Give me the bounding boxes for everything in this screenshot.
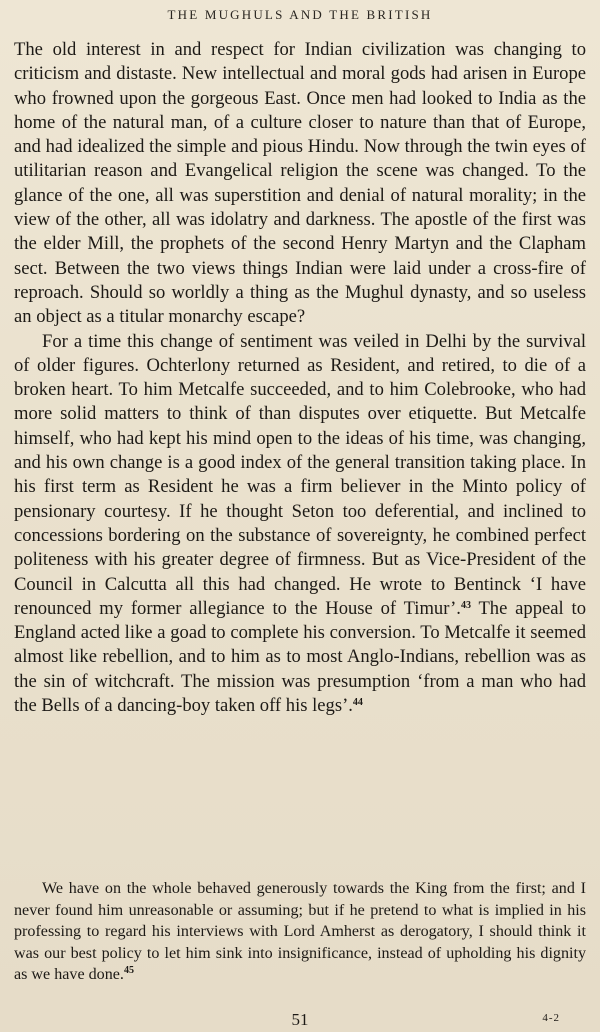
- main-text: [14, 38, 586, 718]
- paragraph-1: The old interest in and respect for Indian civilization was changing to criticism and distaste. New intellectual and moral gods had arisen in Europe who frowned upon the gorgeous East. Once men had looked to India as the home of the natural man, of a culture closer to nature than that of Europe, and had idealized the simple and pious Hindu. Now through the twin eyes of utilitarian reason and Evangelical religion the scene was changed. To the glance of the one, all was superstition and denial of natural morality; in the view of the other, all was idolatry and darkness. The apostle of the first was the elder Mill, the prophets of the second Henry Martyn and the Clapham sect. Between the two views things Indian were laid under a cross-fire of reproach. Should so worldly a thing as the Mughul dynasty, and so useless an object as a titular monarchy escape?: [14, 39, 586, 328]
- page-number: 51: [291, 1010, 309, 1029]
- block-quote-text: We have on the whole behaved generously towards the King from the first; and I never found him unreasonable or assuming; but if he pretend to what is implied in his professing to regard his interviews with Lord Amherst as derogatory, I should think it was our best policy to let him sink into insignificance, instead of upholding his dignity as we have done.: [14, 880, 586, 984]
- running-head: THE MUGHULS AND THE BRITISH: [167, 7, 433, 22]
- footnote-ref-43: 43: [460, 599, 471, 611]
- paragraph-2: [14, 330, 586, 719]
- paragraph-2-part-2: The appeal to England acted like a goad to complete his conversion. To Metcalfe it seemed almost like rebellion, and to him as to most Anglo-Indians, rebellion was as the sin of witchcraft. The mission was presumption ‘from a man who had the Bells of a dancing-boy taken off his legs’.: [14, 597, 586, 717]
- footnote-ref-45: 45: [123, 965, 134, 977]
- paragraph-2-part-1: For a time this change of sentiment was veiled in Delhi by the survival of older figures. Ochterlony returned as Resident, and retired, to die of a broken heart. To him Metcalfe succeeded, and to him Colebrooke, who had more solid matters to think of than disputes over etiquette. But Metcalfe himself, who had kept his mind open to the ideas of his time, was changing, and his own change is a good index of the general transition taking place. In his first term as Resident he was a firm believer in the Minto policy of pensionary courtesy. If he thought Seton too deferential, and inclined to concessions bordering on the substance of sovereignty, he combined perfect politeness with his greater degree of firmness. But as Vice-President of the Council in Calcutta all this had changed. He wrote to Bentinck ‘I have renounced my former allegiance to the House of Timur’.: [14, 330, 586, 619]
- block-quote: [14, 878, 586, 986]
- signature-mark: 4-2: [542, 1012, 560, 1024]
- footnote-ref-44: 44: [352, 697, 363, 709]
